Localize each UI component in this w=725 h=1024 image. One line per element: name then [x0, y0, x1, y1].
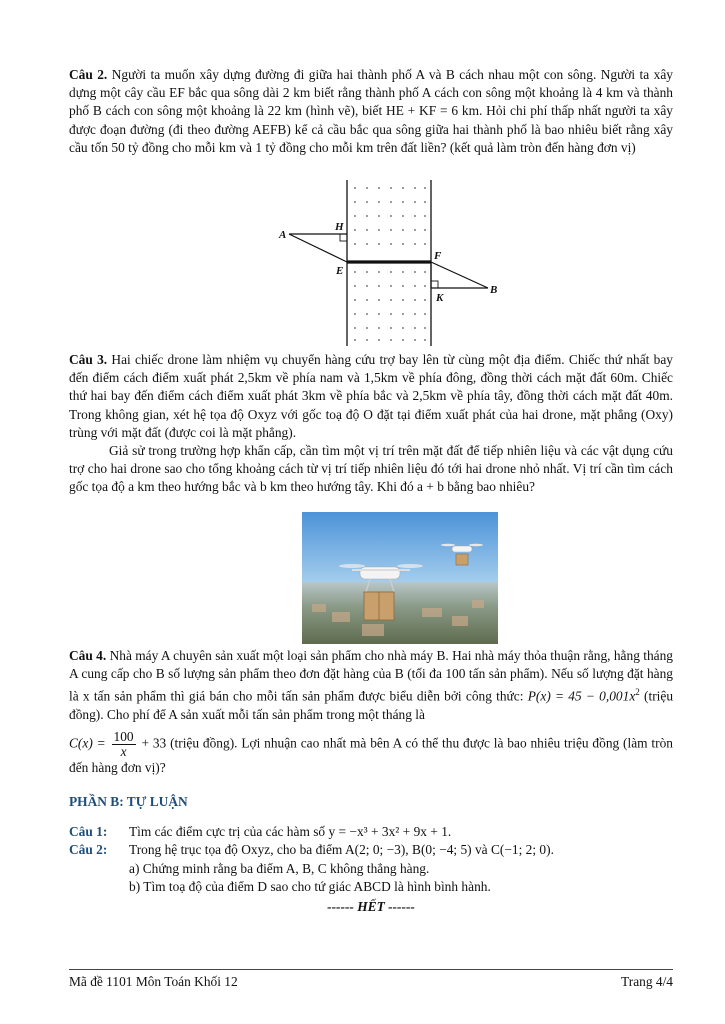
label-B: B [490, 284, 498, 296]
formula-P-exponent: 2 [635, 687, 640, 698]
footer-page-number: Trang 4/4 [621, 974, 673, 989]
drone-photo [302, 512, 498, 644]
essay-question-2 [69, 841, 673, 859]
q3-p1: Hai chiếc drone làm nhiệm vụ chuyển hàng cứu trợ bay lên từ cùng một địa điểm. Chiếc thứ nhất bay đến điểm cách điểm xuất phát 2,5km về phía nam và 1,5km về phía đông, đồng thời cách mặt đất 60m. Chiếc thứ hai bay đến điểm cách điểm xuất phát 3km về phía bắc và 2,5km về phía tây, đồng thời cách mặt đất 40m. Trong không gian, xét hệ tọa độ Oxyz với gốc toạ độ O đặt tại điểm xuất phát của hai drone, mặt phẳng (Oxy) trùng với mặt đất (được coi là mặt phẳng). [69, 352, 673, 440]
formula-C-fraction [112, 730, 136, 759]
q3-label: Câu 3. [69, 352, 108, 367]
q4-p2: (triệu đồng). Lợi nhuận cao nhất mà bên A có thể thu được là bao nhiêu triệu đồng (làm tròn đến hàng đơn vị)? [69, 735, 673, 776]
q2-text: Người ta muốn xây dựng đường đi giữa hai thành phố A và B cách nhau một con sông. Người ta xây dựng một cây cầu EF bắc qua sông dài 2 km biết rằng thành phố A cách con sông một khoảng là 4 km và thành phố B cách con sông một khoảng là 22 km (hình vẽ), biết HE + KF = 6 km. Hỏi chi phí thấp nhất người ta xây được đoạn đường (đi theo đường AEFB) kể cả cầu bắc qua sông giữa hai thành phố là bao nhiêu biết rằng xây cầu tốn 50 tỷ đồng cho mỗi km và 1 tỷ đồng cho mỗi km trên đất liền? (kết quả làm tròn đến hàng đơn vị) [69, 67, 673, 155]
end-marker: ------ HẾT ------ [327, 899, 415, 915]
river-bridge-figure [275, 180, 505, 346]
essay-q2-part-a: a) Chứng minh rằng ba điểm A, B, C không thẳng hàng. [129, 860, 430, 876]
formula-C-left: C(x) = [69, 735, 106, 751]
section-b-title: PHẦN B: TỰ LUẬN [69, 794, 188, 809]
question-4 [69, 647, 673, 777]
formula-C-numerator: 100 [113, 729, 134, 745]
formula-C-right: + 33 [141, 735, 167, 751]
segment-FB [431, 262, 488, 288]
essay-q1-label: Câu 1: [69, 824, 108, 840]
footer-exam-code: Mã đề 1101 Môn Toán Khối 12 [69, 974, 238, 989]
page-footer [69, 969, 673, 990]
q4-p1: Nhà máy A chuyên sản xuất một loại sản phẩm cho nhà máy B. Hai nhà máy thỏa thuận rằng, hằng tháng A cung cấp cho B số lượng sản phẩm theo đơn đặt hàng của B (tối đa 100 tấn sản phẩm). Nếu số lượng đặt hàng là x tấn sản phẩm thì giá bán cho mỗi tấn sản phẩm được biểu diễn bởi công thức: [69, 648, 673, 704]
essay-q1-text: Tìm các điểm cực trị của các hàm số y = −x³ + 3x² + 9x + 1. [129, 824, 452, 840]
label-K: K [436, 292, 444, 304]
essay-q2-label: Câu 2: [69, 842, 108, 858]
formula-P: P(x) = 45 − 0,001x [527, 688, 636, 704]
section-b [69, 793, 673, 930]
essay-q2-part-b: b) Tìm toạ độ của điểm D sao cho tứ giác ABCD là hình bình hành. [129, 878, 491, 894]
formula-C-denominator: x [120, 744, 127, 760]
q4-label: Câu 4. [69, 648, 107, 663]
q2-label: Câu 2. [69, 67, 108, 82]
label-F: F [434, 250, 442, 262]
question-3 [69, 351, 673, 497]
question-2 [69, 66, 673, 157]
label-E: E [336, 265, 344, 277]
label-H: H [335, 221, 344, 233]
segment-AE [289, 234, 347, 262]
label-A: A [279, 229, 287, 241]
q4-p1-tail: (triệu đồng). Cho phí để A sản xuất mỗi tấn sản phẩm trong một tháng là [69, 688, 674, 723]
essay-question-1 [69, 823, 673, 841]
q3-p2: Giả sử trong trường hợp khẩn cấp, cần tìm một vị trí trên mặt đất để tiếp nhiên liệu và các vật dụng cứu trợ cho hai drone sao cho tổng khoảng cách từ vị trí tiếp nhiên liệu đó tới hai drone nhỏ nhất. Vị trí cần tìm cách gốc tọa độ a km theo hướng bắc và b km theo hướng tây. Khi đó a + b bằng bao nhiêu? [69, 443, 673, 495]
essay-q2-text: Trong hệ trục tọa độ Oxyz, cho ba điểm A(2; 0; −3), B(0; −4; 5) và C(−1; 2; 0). [129, 842, 554, 858]
